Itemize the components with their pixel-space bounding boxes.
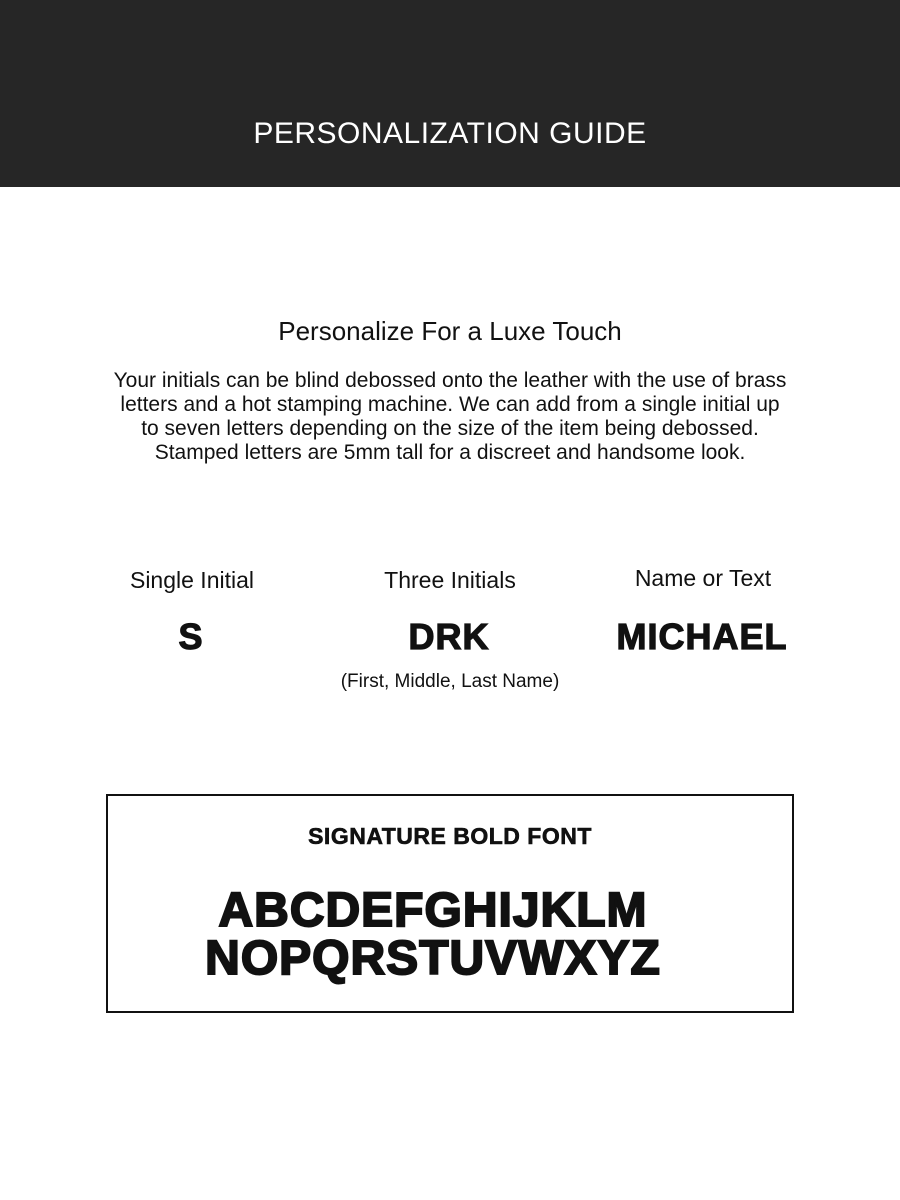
header-banner (0, 0, 900, 187)
option-sample-three-initials: DRK (408, 616, 490, 657)
intro-paragraph (80, 369, 820, 465)
option-note-three-initials: (First, Middle, Last Name) (340, 671, 560, 692)
option-label-three-initials: Three Initials (384, 567, 516, 593)
alphabet-line-2: NOPQRSTUVWXYZ (205, 932, 661, 985)
option-sample-name-or-text: MICHAEL (616, 616, 788, 657)
intro-line: letters and a hot stamping machine. We can add from a single initial up (120, 393, 780, 416)
intro-line: Stamped letters are 5mm tall for a discreet and handsome look. (154, 441, 746, 464)
option-sample-single-initial: S (178, 616, 204, 657)
font-name-heading: SIGNATURE BOLD FONT (308, 823, 592, 849)
intro-line: Your initials can be blind debossed onto the leather with the use of brass (113, 369, 787, 392)
alphabet-line-1: ABCDEFGHIJKLM (218, 884, 648, 937)
option-label-name-or-text: Name or Text (634, 565, 772, 591)
page-title: PERSONALIZATION GUIDE (253, 117, 647, 150)
section-heading: Personalize For a Luxe Touch (278, 316, 622, 346)
option-label-single-initial: Single Initial (129, 567, 255, 593)
intro-line: to seven letters depending on the size of the item being debossed. (141, 417, 759, 440)
